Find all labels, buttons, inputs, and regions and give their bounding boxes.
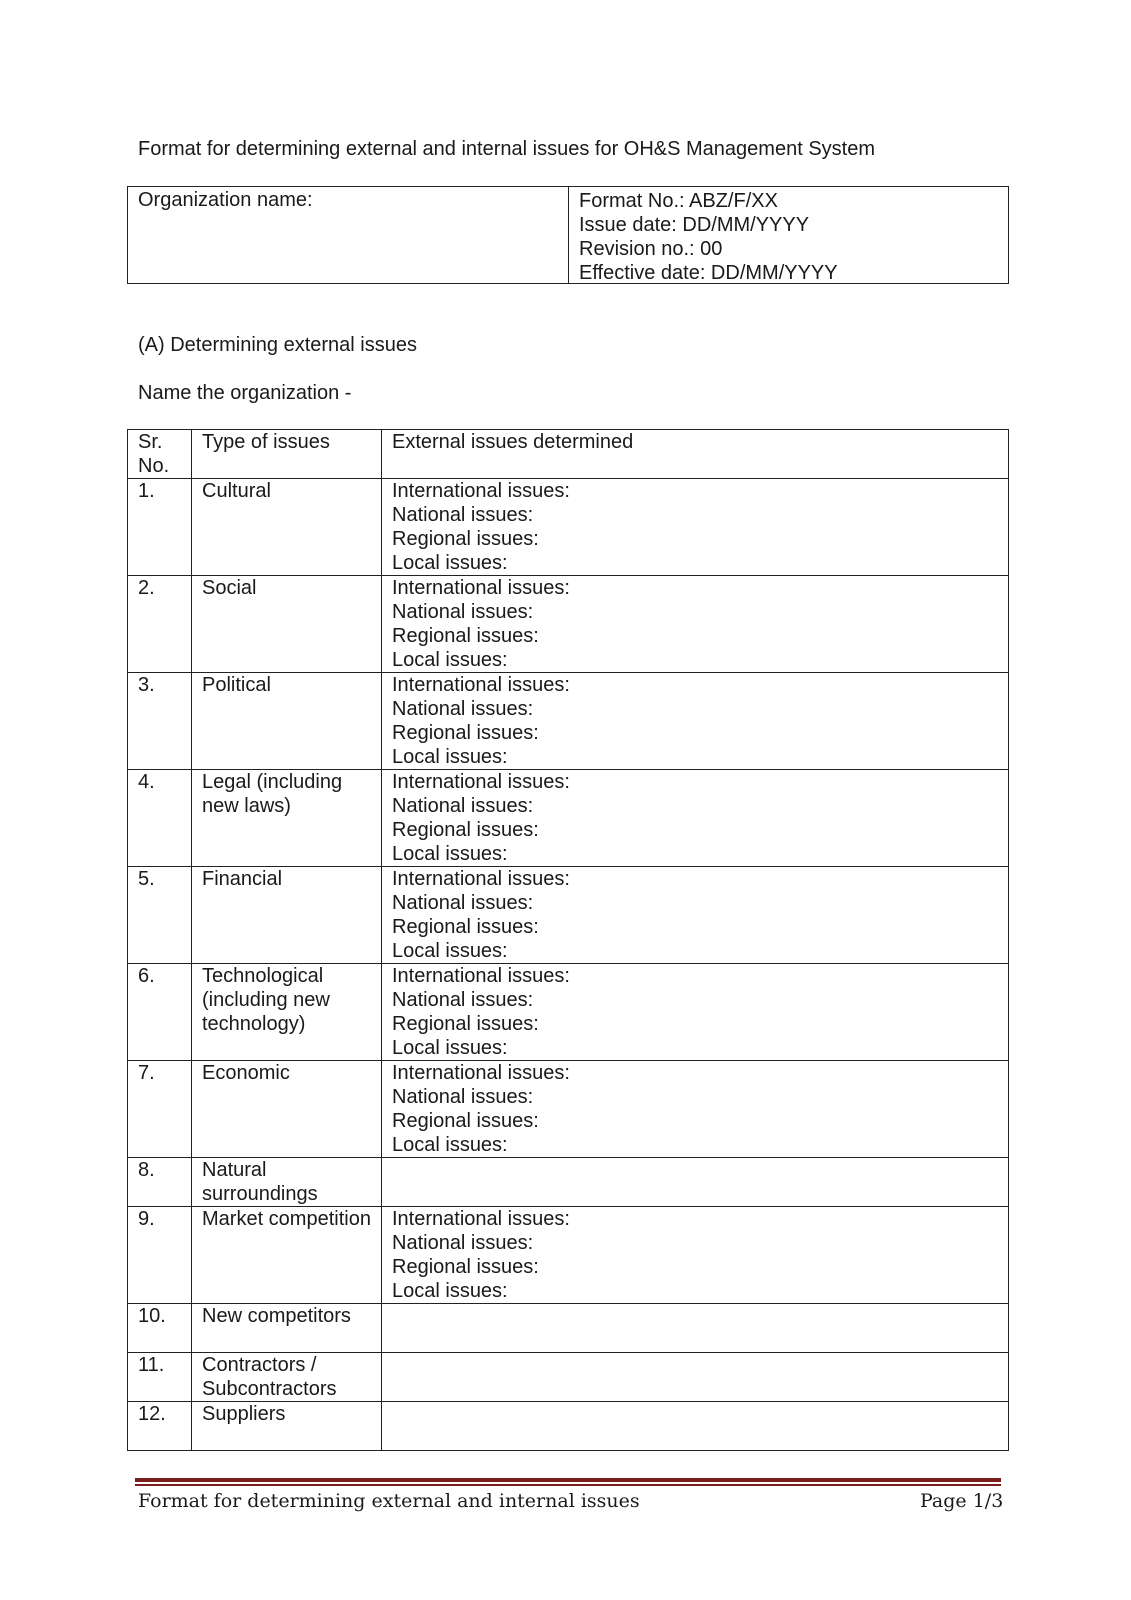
issue-type-cell: Legal (including new laws) (192, 770, 382, 867)
sr-no-cell: 5. (128, 867, 192, 964)
issue-level-label: National issues: (392, 1232, 534, 1254)
issues-determined-cell[interactable] (382, 1402, 1009, 1451)
issue-level-label: National issues: (392, 601, 534, 623)
issue-level-label: Regional issues: (392, 722, 539, 744)
format-number: Format No.: ABZ/F/XX (579, 190, 778, 212)
table-row (128, 1304, 1009, 1353)
issue-type-cell: Economic (192, 1061, 382, 1158)
sr-no-cell: 7. (128, 1061, 192, 1158)
table-header-row (128, 430, 1009, 479)
organization-name-label: Organization name: (138, 189, 313, 211)
issue-level-label: International issues: (392, 577, 570, 599)
page-number: Page 1/3 (920, 1490, 1004, 1512)
issue-level-label: National issues: (392, 989, 534, 1011)
table-row (128, 1061, 1009, 1158)
sr-no-cell: 3. (128, 673, 192, 770)
issue-level-label: Local issues: (392, 552, 508, 574)
issue-type-cell: New competitors (192, 1304, 382, 1353)
issue-level-label: Regional issues: (392, 1013, 539, 1035)
issue-level-label: Regional issues: (392, 819, 539, 841)
sr-no-cell: 4. (128, 770, 192, 867)
document-title: Format for determining external and internal issues for OH&S Management System (138, 138, 875, 160)
issue-level-label: Regional issues: (392, 916, 539, 938)
issues-determined-cell[interactable] (382, 1061, 1009, 1158)
issue-type-cell: Technological (including new technology) (192, 964, 382, 1061)
table-row (128, 770, 1009, 867)
issue-level-label: National issues: (392, 892, 534, 914)
issue-level-label: Regional issues: (392, 1110, 539, 1132)
issue-level-label: International issues: (392, 965, 570, 987)
footer-rule (135, 1478, 1001, 1482)
table-row (128, 1402, 1009, 1451)
header-sr-no: Sr. No. (128, 430, 192, 479)
footer-rule-thin (135, 1484, 1001, 1486)
issue-type-cell: Contractors / Subcontractors (192, 1353, 382, 1402)
issue-type-cell: Financial (192, 867, 382, 964)
organization-name-cell (128, 187, 569, 283)
table-row (128, 964, 1009, 1061)
issues-determined-cell[interactable] (382, 576, 1009, 673)
table-row (128, 479, 1009, 576)
issue-level-label: International issues: (392, 771, 570, 793)
issue-level-label: Regional issues: (392, 625, 539, 647)
issue-type-cell: Cultural (192, 479, 382, 576)
effective-date: Effective date: DD/MM/YYYY (579, 262, 838, 284)
issue-date: Issue date: DD/MM/YYYY (579, 214, 810, 236)
issues-determined-cell[interactable] (382, 673, 1009, 770)
issues-determined-cell[interactable] (382, 770, 1009, 867)
issues-determined-cell[interactable] (382, 1353, 1009, 1402)
issue-level-label: Regional issues: (392, 1256, 539, 1278)
issue-level-label: National issues: (392, 1086, 534, 1108)
footer-title: Format for determining external and internal issues (138, 1490, 640, 1512)
issue-type-cell: Social (192, 576, 382, 673)
revision-number: Revision no.: 00 (579, 238, 723, 260)
issues-determined-cell[interactable] (382, 964, 1009, 1061)
issues-determined-cell[interactable] (382, 1158, 1009, 1207)
issue-type-cell: Natural surroundings (192, 1158, 382, 1207)
table-row (128, 1353, 1009, 1402)
issue-level-label: Regional issues: (392, 528, 539, 550)
issue-type-cell: Political (192, 673, 382, 770)
header-table (127, 186, 1009, 284)
issue-level-label: Local issues: (392, 649, 508, 671)
sr-no-cell: 12. (128, 1402, 192, 1451)
issue-level-label: National issues: (392, 504, 534, 526)
section-title: (A) Determining external issues (138, 334, 417, 356)
sr-no-cell: 10. (128, 1304, 192, 1353)
sr-no-cell: 2. (128, 576, 192, 673)
sr-no-cell: 8. (128, 1158, 192, 1207)
issue-level-label: International issues: (392, 1062, 570, 1084)
issue-type-cell: Market competition (192, 1207, 382, 1304)
issue-level-label: International issues: (392, 1208, 570, 1230)
header-type: Type of issues (192, 430, 382, 479)
issue-level-label: International issues: (392, 480, 570, 502)
issue-level-label: Local issues: (392, 1280, 508, 1302)
issues-determined-cell[interactable] (382, 867, 1009, 964)
header-external-issues: External issues determined (382, 430, 1009, 479)
organization-line: Name the organization - (138, 382, 352, 404)
sr-no-cell: 1. (128, 479, 192, 576)
table-row (128, 1207, 1009, 1304)
external-issues-table (127, 429, 1009, 1451)
issue-level-label: National issues: (392, 698, 534, 720)
issue-level-label: Local issues: (392, 940, 508, 962)
issue-level-label: Local issues: (392, 843, 508, 865)
format-details-cell (569, 187, 1008, 287)
sr-no-cell: 9. (128, 1207, 192, 1304)
issues-determined-cell[interactable] (382, 479, 1009, 576)
issue-level-label: Local issues: (392, 1037, 508, 1059)
issue-level-label: Local issues: (392, 746, 508, 768)
issue-level-label: International issues: (392, 674, 570, 696)
table-row (128, 867, 1009, 964)
sr-no-cell: 11. (128, 1353, 192, 1402)
table-row (128, 673, 1009, 770)
issues-determined-cell[interactable] (382, 1304, 1009, 1353)
table-row (128, 1158, 1009, 1207)
issue-level-label: International issues: (392, 868, 570, 890)
issue-type-cell: Suppliers (192, 1402, 382, 1451)
issues-determined-cell[interactable] (382, 1207, 1009, 1304)
issue-level-label: National issues: (392, 795, 534, 817)
sr-no-cell: 6. (128, 964, 192, 1061)
issue-level-label: Local issues: (392, 1134, 508, 1156)
table-row (128, 576, 1009, 673)
